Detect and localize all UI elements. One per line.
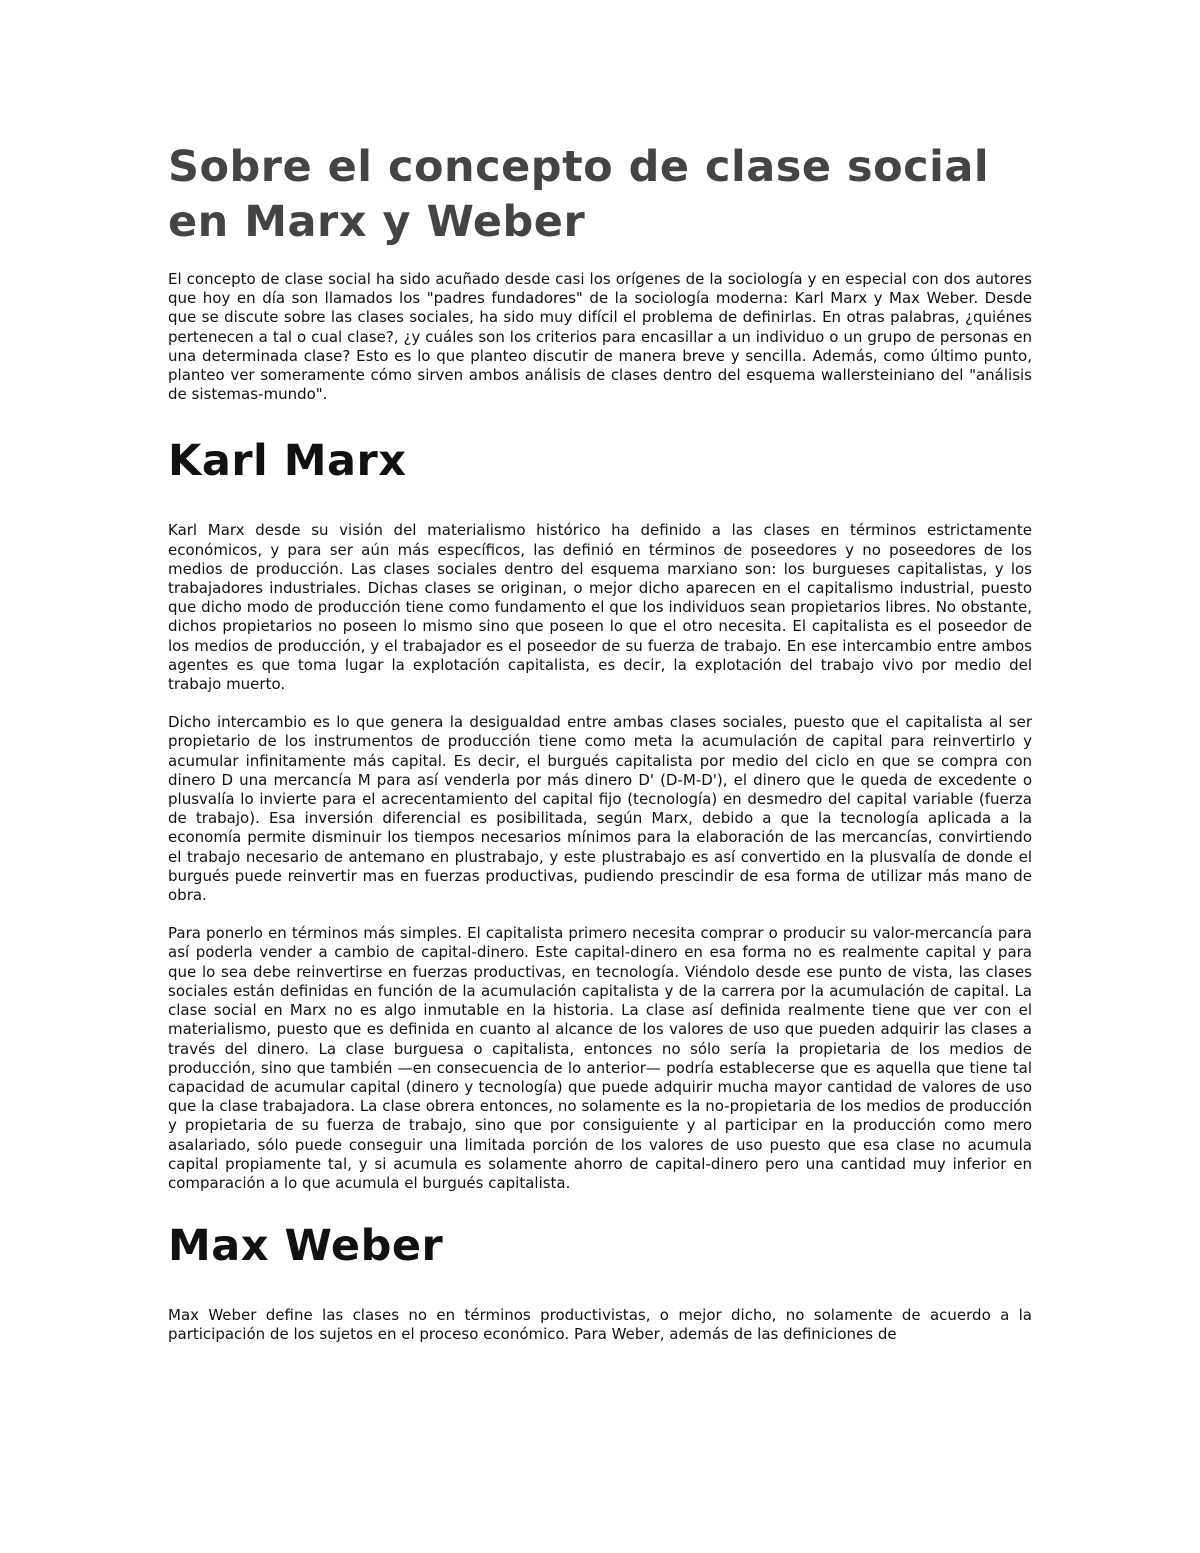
spacer: [168, 905, 1032, 924]
spacer: [168, 694, 1032, 713]
marx-paragraph-3: Para ponerlo en términos más simples. El capitalista primero necesita comprar o producir su valor-mercancía para así poderla vender a cambio de capital-dinero. Este capital-dinero en esa forma no es realmente capital y para que lo sea debe reinvertirse en fuerzas productivas, en tecnología. Viéndolo desde ese punto de vista, las clases sociales están definidas en función de la acumulación capitalista y de la carrera por la acumulación de capital. La clase social en Marx no es algo inmutable en la historia. La clase así definida realmente tiene que ver con el materialismo, puesto que es definida en cuanto al alcance de los valores de uso que pueden adquirir las clases a través del dinero. La clase burguesa o capitalista, entonces no sólo sería la propietaria de los medios de producción, sino que también —en consecuencia de lo anterior— podría establecerse que es aquella que tiene tal capacidad de acumular capital (dinero y tecnología) que puede adquirir mucha mayor cantidad de valores de uso que la clase trabajadora. La clase obrera entonces, no solamente es la no-propietaria de los medios de producción y propietaria de su fuerza de trabajo, sino que por consiguiente y al participar en la producción como mero asalariado, sólo puede conseguir una limitada porción de los valores de uso puesto que esa clase no acumula capital propiamente tal, y si acumula es solamente ahorro de capital-dinero pero una cantidad muy inferior en comparación a lo que acumula el burgués capitalista.: [168, 924, 1032, 1192]
spacer: [168, 1274, 1032, 1306]
spacer: [168, 489, 1032, 521]
intro-paragraph: El concepto de clase social ha sido acuñado desde casi los orígenes de la sociología y en especial con dos autores que hoy en día son llamados los "padres fundadores" de la sociología moderna: Karl Marx y Max Weber. Desde que se discute sobre las clases sociales, ha sido muy difícil el problema de definirlas. En otras palabras, ¿quiénes pertenecen a tal o cual clase?, ¿y cuáles son los criterios para encasillar a un individuo o un grupo de personas en una determinada clase? Esto es lo que planteo discutir de manera breve y sencilla. Además, como último punto, planteo ver someramente cómo sirven ambos análisis de clases dentro del esquema wallersteiniano del "análisis de sistemas-mundo".: [168, 270, 1032, 404]
spacer: [168, 404, 1032, 434]
section-heading-karl-marx: Karl Marx: [168, 436, 407, 487]
section-heading-max-weber: Max Weber: [168, 1221, 444, 1272]
document-page: [168, 140, 1032, 1345]
marx-paragraph-2: Dicho intercambio es lo que genera la desigualdad entre ambas clases sociales, puesto que el capitalista al ser propietario de los instrumentos de producción tiene como meta la acumulación de capital para reinvertirlo y acumular infinitamente más capital. Es decir, el burgués capitalista por medio del ciclo en que se compra con dinero D una mercancía M para así venderla por más dinero D' (D-M-D'), el dinero que le queda de excedente o plusvalía lo invierte para el acrecentamiento del capital fijo (tecnología) en desmedro del capital variable (fuerza de trabajo). Esa inversión diferencial es posibilitada, según Marx, debido a que la tecnología aplicada a la economía permite disminuir los tiempos necesarios mínimos para la elaboración de las mercancías, convirtiendo el trabajo necesario de antemano en plustrabajo, y este plustrabajo es así convertido en la plusvalía de donde el burgués puede reinvertir mas en fuerzas productivas, pudiendo prescindir de esa forma de utilizar más mano de obra.: [168, 713, 1032, 905]
document-title: Sobre el concepto de clase social en Marx y Weber: [168, 142, 990, 247]
marx-paragraph-1: Karl Marx desde su visión del materialismo histórico ha definido a las clases en términos estrictamente económicos, y para ser aún más específicos, las definió en términos de poseedores y no poseedores de los medios de producción. Las clases sociales dentro del esquema marxiano son: los burgueses capitalistas, y los trabajadores industriales. Dichas clases se originan, o mejor dicho aparecen en el capitalismo industrial, puesto que dicho modo de producción tiene como fundamento el que los individuos sean propietarios libres. No obstante, dichos propietarios no poseen lo mismo sino que poseen lo que el otro necesita. El capitalista es el poseedor de los medios de producción, y el trabajador es el poseedor de su fuerza de trabajo. En ese intercambio entre ambos agentes es que toma lugar la explotación capitalista, es decir, la explotación del trabajo vivo por medio del trabajo muerto.: [168, 521, 1032, 694]
weber-paragraph-1: Max Weber define las clases no en términos productivistas, o mejor dicho, no solamente de acuerdo a la participación de los sujetos en el proceso económico. Para Weber, además de las definiciones de: [168, 1306, 1032, 1344]
spacer: [168, 1193, 1032, 1219]
